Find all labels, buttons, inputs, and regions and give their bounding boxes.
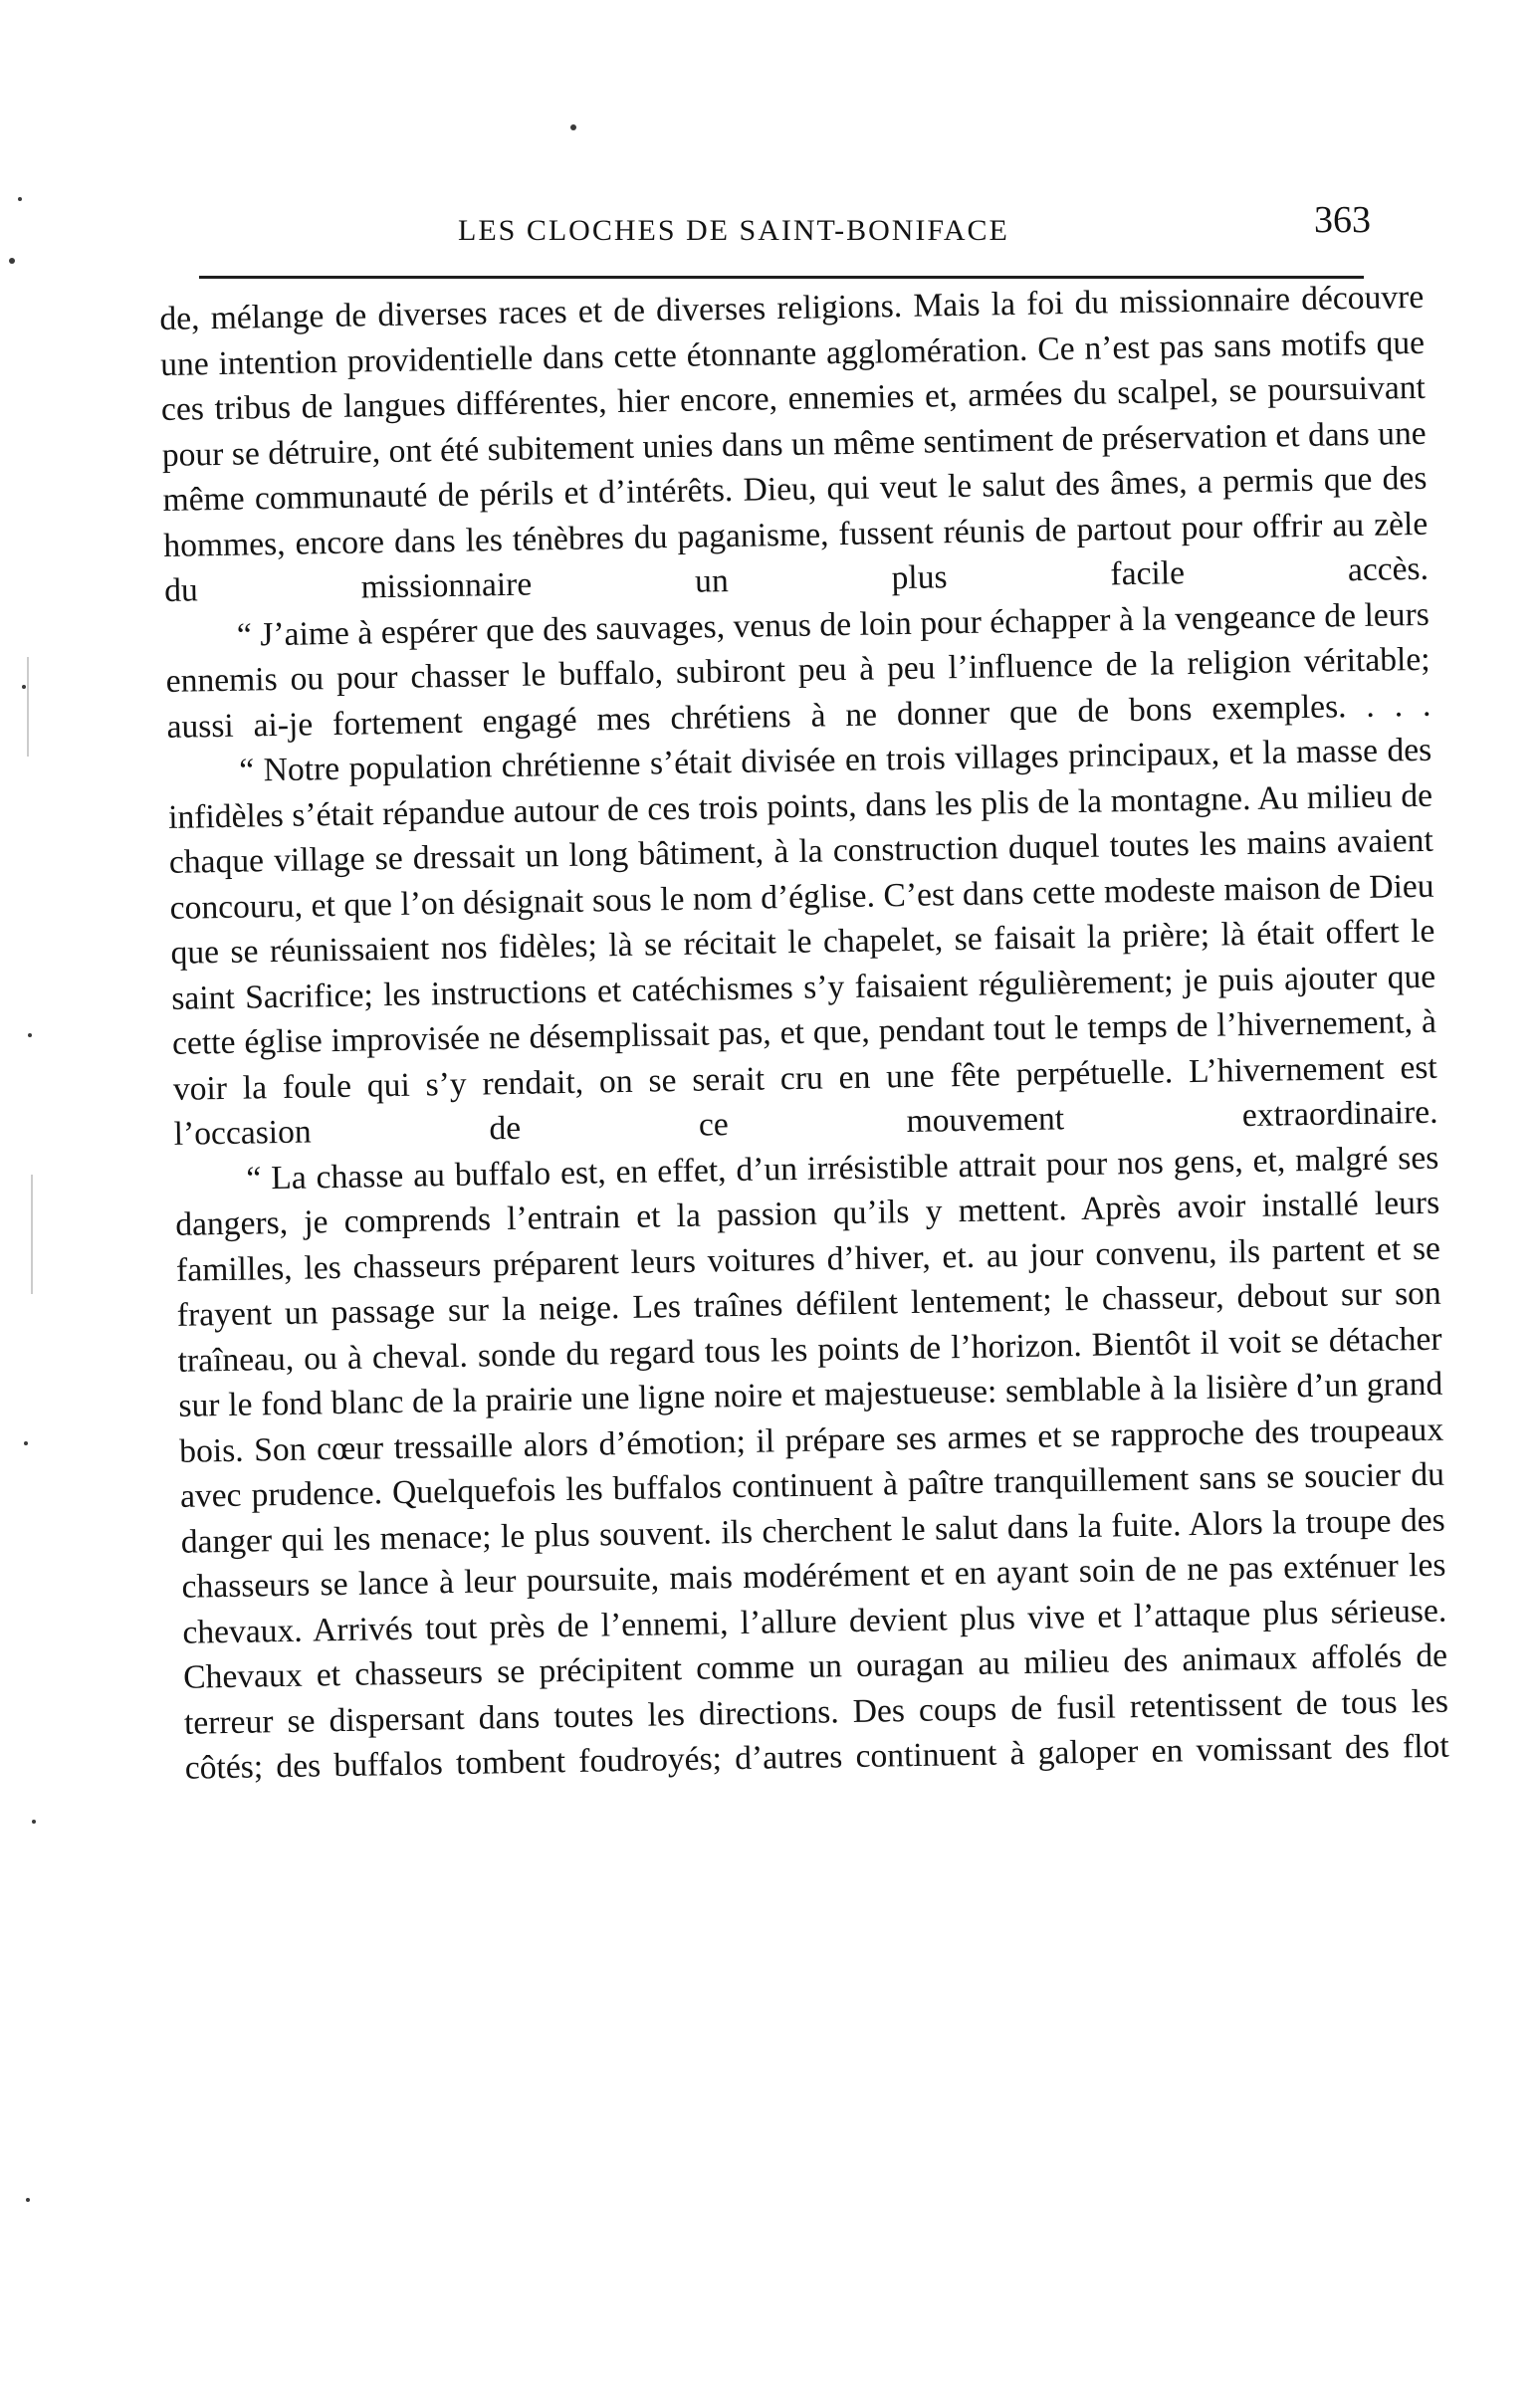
body-text bbox=[159, 275, 1449, 1791]
ink-speck bbox=[26, 2198, 30, 2202]
page-number: 363 bbox=[1314, 199, 1371, 241]
ink-speck bbox=[28, 1033, 32, 1037]
paragraph: “ J’aime à espérer que des sauvages, venus de loin pour échapper à la vengeance de leurs ennemis ou pour chasser le buffalo, subiront peu à peu l’influence de la religion véritable; aussi ai-je fortement engagé mes chrétiens à ne donner que de bons exemples. . . . bbox=[165, 595, 1431, 746]
ink-speck bbox=[32, 1820, 36, 1824]
ink-speck bbox=[22, 685, 26, 689]
paragraph: de, mélange de diverses races et de diverses religions. Mais la foi du missionnaire découvre une intention providentielle dans cette étonnante agglomération. Ce n’est pas sans motifs que ces tribus de langues différentes, hier encore, ennemies et, armées du scalpel, se poursuivant pour se détruire, ont été subitement unies dans un même sentiment de préservation et dans une même communauté de périls et d’intérêts. Dieu, qui veut le salut des âmes, a permis que des hommes, encore dans les ténèbres du paganisme, fussent réunis de partout pour offrir au zèle du missionnaire un plus facile accès. bbox=[159, 278, 1430, 609]
running-head: LES CLOCHES DE SAINT-BONIFACE bbox=[458, 214, 1009, 247]
paragraph: “ La chasse au buffalo est, en effet, d’un irrésistible attrait pour nos gens, et, malgré ses dangers, je comprends l’entrain et la passion qu’ils y mettent. Après avoir installé leurs familles, les chasseurs préparent leurs voitures d’hiver, et. au jour convenu, ils partent et se frayent un passage sur la neige. Les traînes défilent lentement; le chasseur, debout sur son traîneau, ou à cheval. sonde du regard tous les points de l’horizon. Bientôt il voit se détacher sur le fond blanc de la prairie une ligne noire et majestueuse: semblable à la lisière d’un grand bois. Son cœur tressaille alors d’émotion; il prépare ses armes et se rapproche des troupeaux avec prudence. Quelquefois les buffalos continuent à paître tranquillement sans se soucier du danger qui les menace; le plus souvent. ils cherchent le salut dans la fuite. Alors la troupe des chasseurs se lance à leur poursuite, mais modérément et en ayant soin de ne pas exténuer les chevaux. Arrivés tout près de l’ennemi, l’allure devient plus vive et l’attaque plus sérieuse. Chevaux et chasseurs se précipitent comme un ouragan au milieu des animaux affolés de terreur se dispersant dans toutes les directions. Des coups de fusil retentissent de tous les côtés; des buffalos tombent foudroyés; d’autres continuent à galoper en vomissant des flot bbox=[174, 1139, 1449, 1787]
ink-speck bbox=[18, 197, 22, 201]
ink-speck bbox=[570, 124, 576, 130]
ink-speck bbox=[9, 258, 15, 264]
ink-speck bbox=[24, 1441, 28, 1445]
page-header bbox=[159, 194, 1404, 284]
paragraph: “ Notre population chrétienne s’était divisée en trois villages principaux, et la masse des infidèles s’était répandue autour de ces trois points, dans les plis de la montagne. Au milieu de chaque village se dressait un long bâtiment, à la construction duquel toutes les mains avaient concouru, et que l’on désignait sous le nom d’église. C’est dans cette modeste maison de Dieu que se réunissaient nos fidèles; là se récitait le chapelet, se faisait la prière; là était offert le saint Sacrifice; les instructions et catéchismes s’y faisaient régulièrement; je puis ajouter que cette église improvisée ne désemplissait pas, et que, pendant tout le temps de l’hivernement, à voir la foule qui s’y rendait, on se serait cru en une fête perpétuelle. L’hivernement est l’occasion de ce mouvement extraordinaire. bbox=[167, 731, 1438, 1153]
